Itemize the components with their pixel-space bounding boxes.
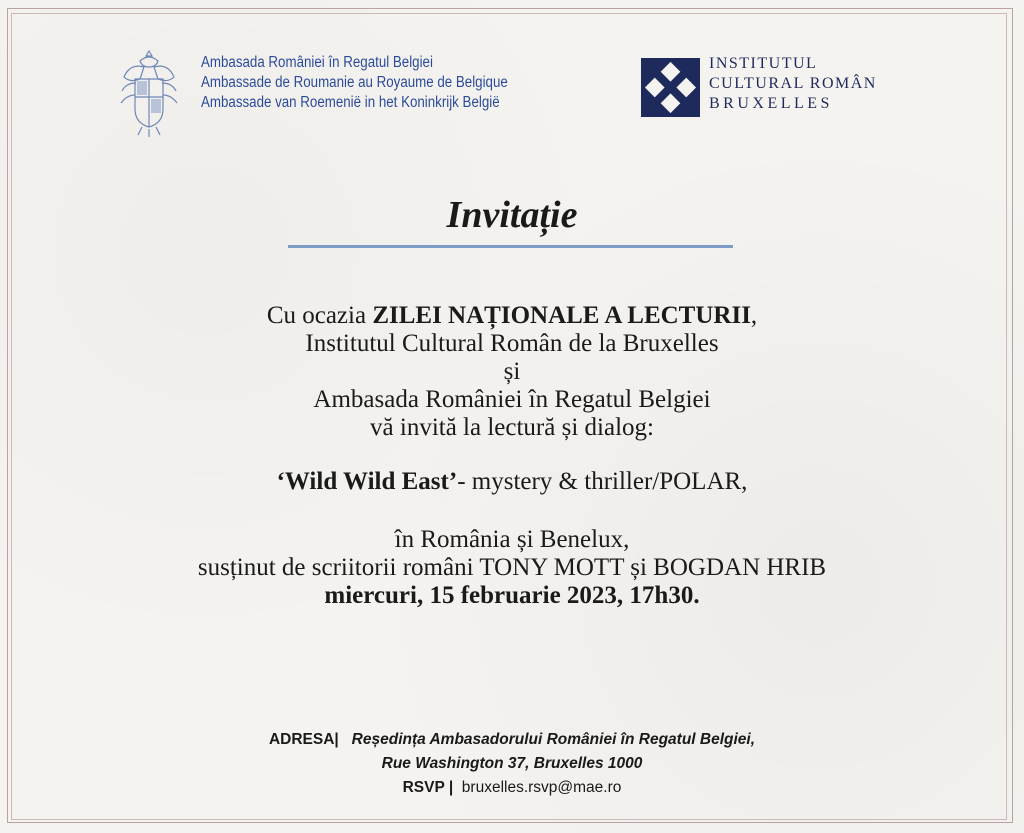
embassy-name-block [201, 53, 508, 113]
rsvp-email-link[interactable]: bruxelles.rsvp@mae.ro [461, 779, 622, 796]
embassy-name-ro: Ambasada României în Regatul Belgiei [201, 54, 433, 71]
occasion-name: ZILEI NAȚIONALE A LECTURII [372, 302, 751, 329]
event-genre: - mystery & thriller/POLAR, [457, 468, 748, 495]
address-residence: Reședința Ambasadorului României în Regatul Belgiei, [351, 731, 756, 748]
invitation-title: Invitație [446, 194, 578, 236]
invitation-body [0, 302, 1024, 610]
event-title: ‘Wild Wild East’ [276, 468, 458, 495]
address-line2 [0, 752, 1024, 776]
address-label: ADRESA| [268, 731, 339, 748]
institute-name-block [709, 54, 877, 114]
region-line: în România și Benelux, [394, 526, 630, 553]
event-date-line [0, 582, 1024, 610]
address-street: Rue Washington 37, Bruxelles 1000 [381, 755, 643, 772]
institute-name-line3: BRUXELLES [709, 95, 833, 112]
title-divider [288, 245, 733, 248]
institute-name-line1: INSTITUTUL [709, 55, 818, 72]
romanian-coat-of-arms-icon [118, 47, 180, 139]
occasion-line [0, 302, 1024, 330]
host-institute-line: Institutul Cultural Român de la Bruxelles [305, 330, 719, 357]
event-date: miercuri, 15 februarie 2023, 17h30. [324, 582, 700, 609]
institute-name-line2: CULTURAL ROMÂN [709, 75, 877, 92]
embassy-name-nl: Ambassade van Roemenië in het Koninkrijk België [201, 94, 500, 111]
authors-line: susținut de scriitorii români TONY MOTT și BOGDAN HRIB [197, 554, 827, 581]
footer-info [0, 728, 1024, 800]
address-line1 [0, 728, 1024, 752]
embassy-name-fr: Ambassade de Roumanie au Royaume de Belgique [201, 74, 508, 91]
conjunction-line: și [503, 358, 521, 385]
occasion-suffix: , [750, 302, 758, 329]
icr-cross-logo-icon [641, 58, 700, 117]
rsvp-line [0, 776, 1024, 800]
occasion-prefix: Cu ocazia [266, 302, 373, 329]
event-title-line [0, 468, 1024, 496]
rsvp-label: RSVP | [402, 779, 454, 796]
host-embassy-line: Ambasada României în Regatul Belgiei [313, 386, 711, 413]
invite-line: vă invită la lectură și dialog: [370, 414, 654, 441]
